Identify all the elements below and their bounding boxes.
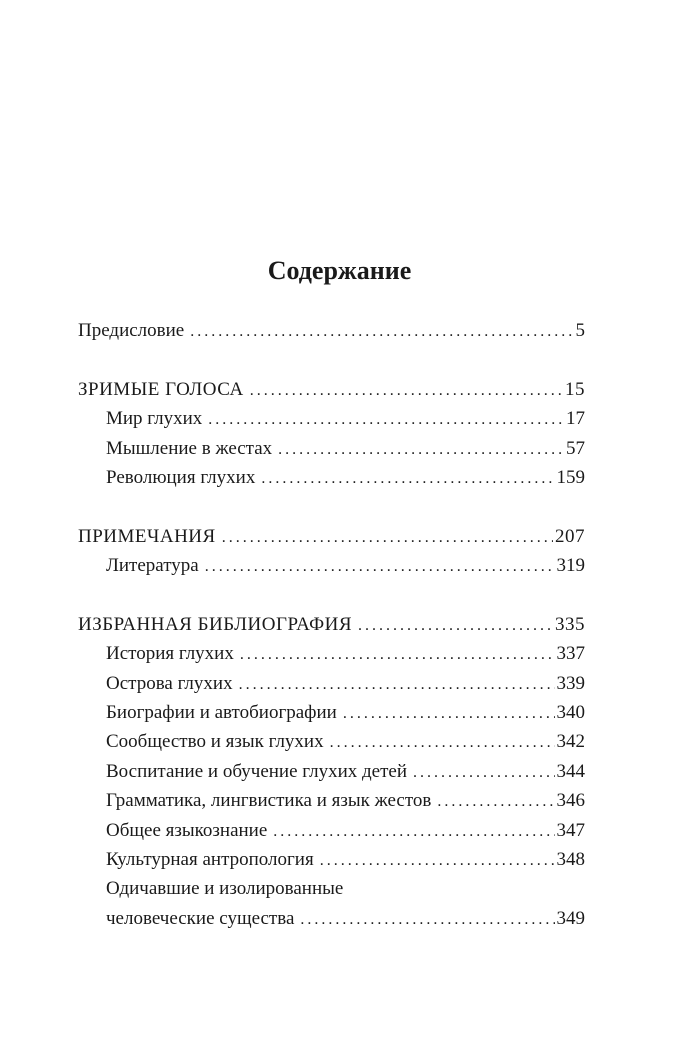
dot-leader xyxy=(208,405,564,433)
toc-page-number: 342 xyxy=(556,731,585,753)
dot-leader xyxy=(205,552,555,580)
toc-entry xyxy=(78,522,585,551)
toc-page-number: 5 xyxy=(575,320,585,341)
toc-entry-label: Мир глухих xyxy=(106,408,203,430)
toc-entry-label: Биографии и автобиографии xyxy=(106,702,337,724)
toc-subentry xyxy=(78,727,585,756)
toc-page-number: 207 xyxy=(555,525,585,547)
toc-entry xyxy=(78,375,585,404)
toc-subentry xyxy=(78,757,585,786)
toc-page-number: 57 xyxy=(566,437,585,459)
section-gap xyxy=(78,492,585,521)
toc-subentry xyxy=(78,434,585,463)
toc-entry-label: Грамматика, лингвистика и язык жестов xyxy=(106,790,432,812)
section-gap xyxy=(78,345,585,374)
page-title: Содержание xyxy=(267,256,412,285)
dot-leader xyxy=(190,317,573,345)
dot-leader xyxy=(250,376,563,404)
toc-page-number: 347 xyxy=(556,819,585,841)
toc-entry-label: Острова глухих xyxy=(106,672,233,694)
toc-subentry xyxy=(78,404,585,433)
dot-leader xyxy=(222,523,553,551)
toc-entry xyxy=(78,610,585,639)
dot-leader xyxy=(413,758,554,786)
toc-entry-label: ИЗБРАННАЯ БИБЛИОГРАФИЯ xyxy=(78,613,353,635)
toc-subentry xyxy=(78,639,585,668)
dot-leader xyxy=(240,640,555,668)
dot-leader xyxy=(273,817,554,845)
toc-page-number: 346 xyxy=(556,790,585,812)
toc-page-number: 15 xyxy=(565,378,585,400)
toc-subentry xyxy=(78,874,585,903)
toc-entry-label: Сообщество и язык глухих xyxy=(106,731,324,753)
toc-entry-label: Общее языкознание xyxy=(106,819,268,841)
toc-subentry xyxy=(78,551,585,580)
toc-entry-label: Предисловие xyxy=(78,320,185,341)
toc-subentry xyxy=(78,698,585,727)
toc-entry-label: Мышление в жестах xyxy=(106,437,273,459)
toc-page-number: 159 xyxy=(556,466,585,488)
toc-subentry xyxy=(78,816,585,845)
toc-page-number: 335 xyxy=(555,613,585,635)
toc-page-number: 339 xyxy=(556,672,585,694)
toc-page-number: 17 xyxy=(566,408,585,430)
dot-leader xyxy=(278,435,564,463)
toc-entry-label: ЗРИМЫЕ ГОЛОСА xyxy=(78,378,244,400)
toc-entry-label: Культурная антропология xyxy=(106,849,314,871)
toc-entry-label: Воспитание и обучение глухих детей xyxy=(106,760,408,782)
dot-leader xyxy=(330,728,555,756)
toc-page-number: 340 xyxy=(556,702,585,724)
dot-leader xyxy=(343,699,555,727)
toc-page-number: 348 xyxy=(556,849,585,871)
toc-entry-label: Революция глухих xyxy=(106,466,256,488)
toc-subentry xyxy=(78,845,585,874)
toc-subentry xyxy=(78,463,585,492)
toc-entry-label: Одичавшие и изолированные xyxy=(106,878,344,900)
dot-leader xyxy=(358,611,553,639)
section-gap xyxy=(78,581,585,610)
toc-entry xyxy=(78,316,585,345)
toc-subentry xyxy=(78,786,585,815)
dot-leader xyxy=(239,670,555,698)
toc-entry-label: Литература xyxy=(106,555,199,577)
toc-page-number: 319 xyxy=(556,555,585,577)
toc-entry-label: человеческие существа xyxy=(106,907,295,929)
toc-page-number: 349 xyxy=(556,907,585,929)
toc-subentry xyxy=(78,669,585,698)
toc-subentry xyxy=(78,904,585,933)
dot-leader xyxy=(320,846,555,874)
toc-page-number: 337 xyxy=(556,643,585,665)
dot-leader xyxy=(300,905,554,933)
toc-page-number: 344 xyxy=(556,760,585,782)
dot-leader xyxy=(261,464,554,492)
dot-leader xyxy=(437,787,554,815)
toc-entry-label: ПРИМЕЧАНИЯ xyxy=(78,525,216,547)
toc-entry-label: История глухих xyxy=(106,643,234,665)
table-of-contents xyxy=(78,316,585,933)
